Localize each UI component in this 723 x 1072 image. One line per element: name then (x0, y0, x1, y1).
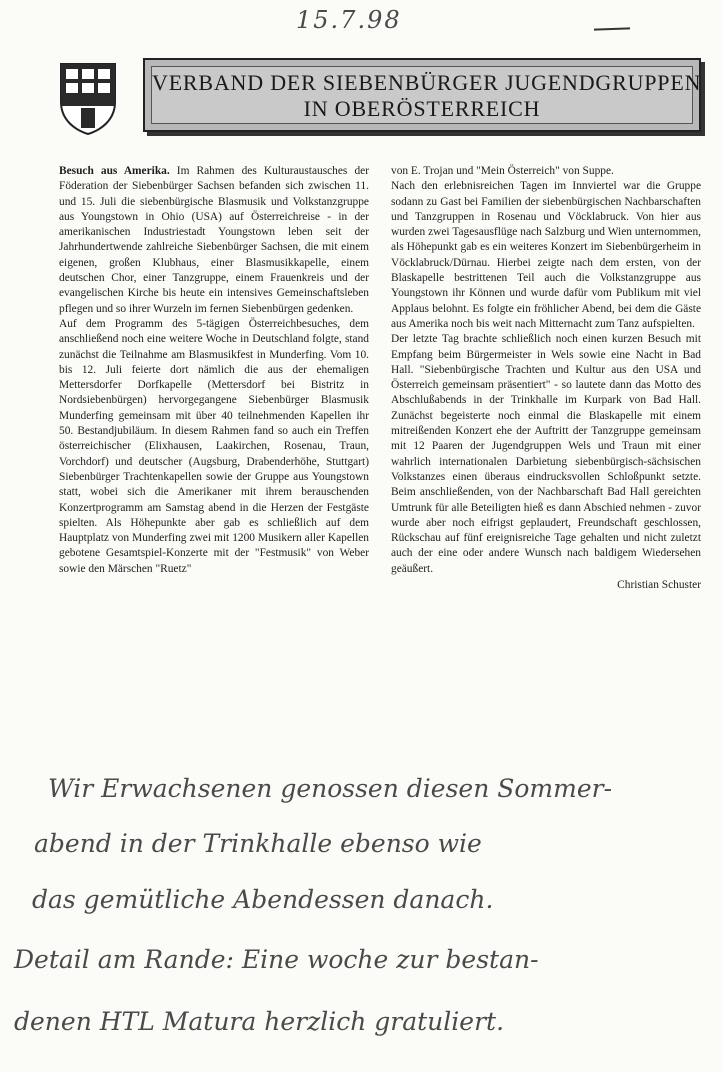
header-banner-panel (151, 66, 702, 124)
coat-of-arms-icon (59, 62, 117, 136)
article-column-left (59, 164, 369, 577)
header-title-line-2: IN OBERÖSTERREICH (303, 96, 541, 121)
handwritten-line: das gemütliche Abendessen danach. (32, 885, 494, 914)
article-text: Im Rahmen des Kulturaustausches der Föderation der Siebenbürger Sachsen befanden sich zwischen 11. und 15. Juli die siebenbürgische Blasmusik und Volkstanzgruppe aus Youngstown in Ohio (USA) auf Österreichreise - in der amerikanischen Industriestadt Youngstown leben seit der Jahrhundertwende zahlreiche Siebenbürger Sachsen, die mit einem eigenen, großen Klubhaus, einer Blasmusikkapelle, einem deutschen Chor, einer Tanzgruppe, einem Frauenkreis und der evangelischen Kirche bis heute ein intensives Gemeinschaftsleben pflegen und so ihrer Wurzeln im fernen Siebenbürgen gedenken. (59, 165, 369, 315)
handwritten-dash (594, 27, 630, 30)
header-title-line-1: VERBAND DER SIEBENBÜRGER JUGENDGRUPPEN (152, 70, 702, 95)
handwritten-line: Detail am Rande: Eine woche zur bestan- (14, 945, 539, 974)
article-lead: Besuch aus Amerika. (59, 165, 170, 177)
article-paragraph: Auf dem Programm des 5-tägigen Österreichbesuches, dem anschließend noch eine weitere Woche in Deutschland folgte, stand zunächst die Teilnahme am Blasmusikfest in Munderfing. Vom 10. bis 12. Juli feierte dort nämlich die aus der ehemaligen Mettersdorfer Dorfkapelle (Mettersdorf bei Bistritz in Nordsiebenbürgen) hervorgegangene Siebenbürger Blasmusik Munderfing gemeinsam mit über 40 teilnehmenden Kapellen ihr 50. Bestandjubiläum. In diesem Rahmen fand so auch ein Treffen österreichischer (Elixhausen, Laakirchen, Rosenau, Traun, Vorchdorf) und deutscher (Augsburg, Drabenderhöhe, Stuttgart) Siebenbürger Trachtenkapellen sowie der Gruppe aus Youngstown statt, wobei sich die Amerikaner mit ihrem berauschenden Konzertprogramm am Samstag abend in die Herzen der Festgäste spielten. Als Höhepunkte aber gab es schließlich auf dem Hauptplatz von Munderfing zwei mit 1200 Musikern aller Kapellen gebotene Gesamtspiel-Konzerte mit der "Festmusik" von Weber sowie den Märschen "Ruetz" (59, 317, 369, 575)
article-paragraph: von E. Trojan und "Mein Österreich" von Suppe. (391, 165, 614, 177)
article-paragraph: Der letzte Tag brachte schließlich noch einen kurzen Besuch mit Empfang beim Bürgermeister in Wels sowie eine Nacht in Bad Hall. "Siebenbürgische Trachten und Kultur aus den USA und Österreich gemeinsam präsentiert" - so lautete dann das Motto des Abschlußabends in der Trinkhalle im Kurpark von Bad Hall. Zunächst begeisterte noch einmal die Blaskapelle mit einem mitreißenden Konzert ehe der Auftritt der Tanzgruppe gemeinsam mit 12 Paaren der Jugendgruppen Wels und Traun mit einer wahrlich internationalen Darbietung siebenbürgisch-sächsischen Volkstanzes einen überaus eindrucksvollen Schloßpunkt setzte. Beim anschließenden, von der Nachbarschaft Bad Hall gereichten Umtrunk für alle Beteiligten hieß es dann Abschied nehmen - zuvor wurde aber noch eifrigst geplaudert, Freundschaft geschlossen, Rückschau auf fünf ereignisreiche Tage gehalten und nicht zuletzt auch der eine oder andere Wunsch nach baldigem Wiedersehen geäußert. (391, 333, 701, 575)
header-banner (143, 58, 701, 132)
handwritten-date: 15.7.98 (296, 6, 402, 34)
handwritten-line: Wir Erwachsenen genossen diesen Sommer- (48, 774, 613, 803)
article-paragraph: Nach den erlebnisreichen Tagen im Innviertel war die Gruppe sodann zu Gast bei Familien der siebenbürgischen Nachbarschaften und Tanzgruppen in Rosenau und Vöcklabruck. Von hier aus wurden zwei Tagesausflüge nach Salzburg und Wien unternommen, als Höhepunkt gab es ein weiteres Konzert im Siebenbürgerheim in Vöcklabruck/Dürnau. Hierbei zeigte nach dem ersten, von der Blaskapelle bestrittenen Teil auch die Volkstanzgruppe aus Youngstown ihr Können und wurde dafür vom Publikum mit viel Applaus belohnt. Es folgte ein fröhlicher Abend, bei dem die Gäste aus Amerika noch bis weit nach Mitternacht zum Tanz aufspielten. (391, 180, 701, 330)
article-column-right (391, 164, 701, 593)
article-author: Christian Schuster (617, 579, 701, 592)
handwritten-line: abend in der Trinkhalle ebenso wie (34, 829, 482, 858)
article-paragraph (59, 164, 369, 317)
handwritten-line: denen HTL Matura herzlich gratuliert. (14, 1007, 505, 1036)
